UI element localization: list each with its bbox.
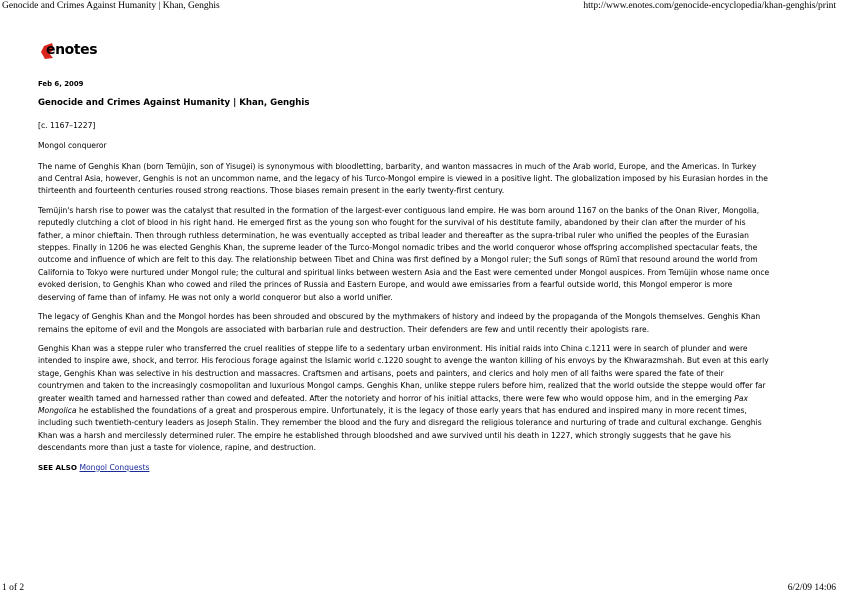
- enotes-logo[interactable]: [40, 40, 110, 62]
- see-also: [38, 462, 770, 474]
- article-paragraph: [38, 343, 770, 455]
- article-paragraph: The legacy of Genghis Khan and the Mongol hordes has been shrouded and obscured by the mythmakers of history and indeed by the propaganda of the Mongols themselves. Genghis Khan remains the epitome of evil and the Mongols are associated with barbarian rule and destruction. Their defenders are few and until recently their apologists rare.: [38, 312, 761, 334]
- article-paragraph: Temüjin's harsh rise to power was the catalyst that resulted in the formation of the largest-ever contiguous land empire. He was born around 1167 on the banks of the Onan River, Mongolia, reputedly clutching a clot of blood in his right hand. He emerged first as the young son who fought for the survival of his destitute family, abandoned by their clan after the murder of his father, a minor chieftain. Then through ruthless determination, he was eventually accepted as tribal leader and thereafter as the supra-tribal ruler who unified the peoples of the Eurasian steppes. Finally in 1206 he was elected Genghis Khan, the supreme leader of the Turco-Mongol nomadic tribes and the world conqueror whose offspring accomplished spectacular feats, the outcome and influence of which are felt to this day. The relationship between Tibet and China was first defined by a Mongol ruler; the Sufi songs of Rūmī that resound around the world from California to Tokyo were nurtured under Mongol rule; the cultural and spiritual links between western Asia and the East were cemented under Mongol auspices. From Temüjin whose name once evoked derision, to Genghis Khan who cowed and riled the princes of Russia and Eastern Europe, and would awe emissaries from a fearful outside world, this Mongol emperor is more deserving of fame than of infamy. He was not only a world conqueror but also a world unifier.: [38, 205, 770, 302]
- paragraph-text: Genghis Khan was a steppe ruler who transferred the cruel realities of steppe life to a sedentary urban environment. His initial raids into China c.1211 were in search of plunder and were intended to inspire awe, shock, and terror. His ferocious forage against the Islamic world c.1220 sought to avenge the wanton killing of his envoys by the Khwarazmshah. But even at this early stage, Genghis Khan was selective in his destruction and massacres. Craftsmen and artisans, poets and painters, and clerics and holy men of all faiths were spared the fate of their countrymen and taken to the increasingly cosmopolitan and luxurious Mongol camps. Genghis Khan, unlike steppe rulers before him, realized that the world outside the steppe would offer far greater wealth tamed and harnessed rather than cowed and defeated. After the notoriety and horror of his initial attacks, there were few who would oppose him, and in the emerging: [38, 343, 769, 403]
- article-dates: [c. 1167–1227]: [38, 120, 96, 130]
- print-footer-timestamp: 6/2/09 14:06: [787, 583, 836, 593]
- article-subtitle: Mongol conqueror: [38, 141, 107, 151]
- enotes-logo-text: enotes: [46, 42, 98, 58]
- see-also-link-mongol-conquests[interactable]: Mongol Conquests: [79, 462, 150, 472]
- article-title: Genocide and Crimes Against Humanity | Khan, Genghis: [38, 98, 310, 109]
- print-footer-page-count: 1 of 2: [2, 583, 25, 593]
- article-paragraph: The name of Genghis Khan (born Temüjin, son of Yisugei) is synonymous with bloodletting, barbarity, and wanton massacres in much of the Arab world, Europe, and the Americas. In Turkey and Central Asia, however, Genghis is not an uncommon name, and the legacy of his Turco-Mongol empire is viewed in a positive light. The globalization imposed by his Eurasian hordes in the thirteenth and fourteenth centuries roused strong reactions. Those biases remain present in the early twenty-first century.: [38, 161, 768, 196]
- article-date: Feb 6, 2009: [38, 80, 84, 88]
- print-header-url: http://www.enotes.com/genocide-encyclopedia/khan-genghis/print: [583, 1, 836, 11]
- print-header-title: Genocide and Crimes Against Humanity | Khan, Genghis: [2, 1, 220, 11]
- paragraph-text: he established the foundations of a great and prosperous empire. Unfortunately, it is the legacy of those early years that has endured and inspired many in more recent times, including such twentieth-century leaders as Joseph Stalin. They remember the blood and the fury and disregard the religious tolerance and nurturing of trade and cultural exchange. Genghis Khan was a harsh and mercilessly determined ruler. The empire he established through bloodshed and awe survived until his death in 1227, which strongly suggests that he gave his descendants more than just a taste for violence, rapine, and destruction.: [38, 405, 762, 453]
- pax-mongolica-italic: Pax Mongolica: [38, 393, 748, 415]
- see-also-label: SEE ALSO: [38, 462, 77, 472]
- article: [38, 78, 770, 474]
